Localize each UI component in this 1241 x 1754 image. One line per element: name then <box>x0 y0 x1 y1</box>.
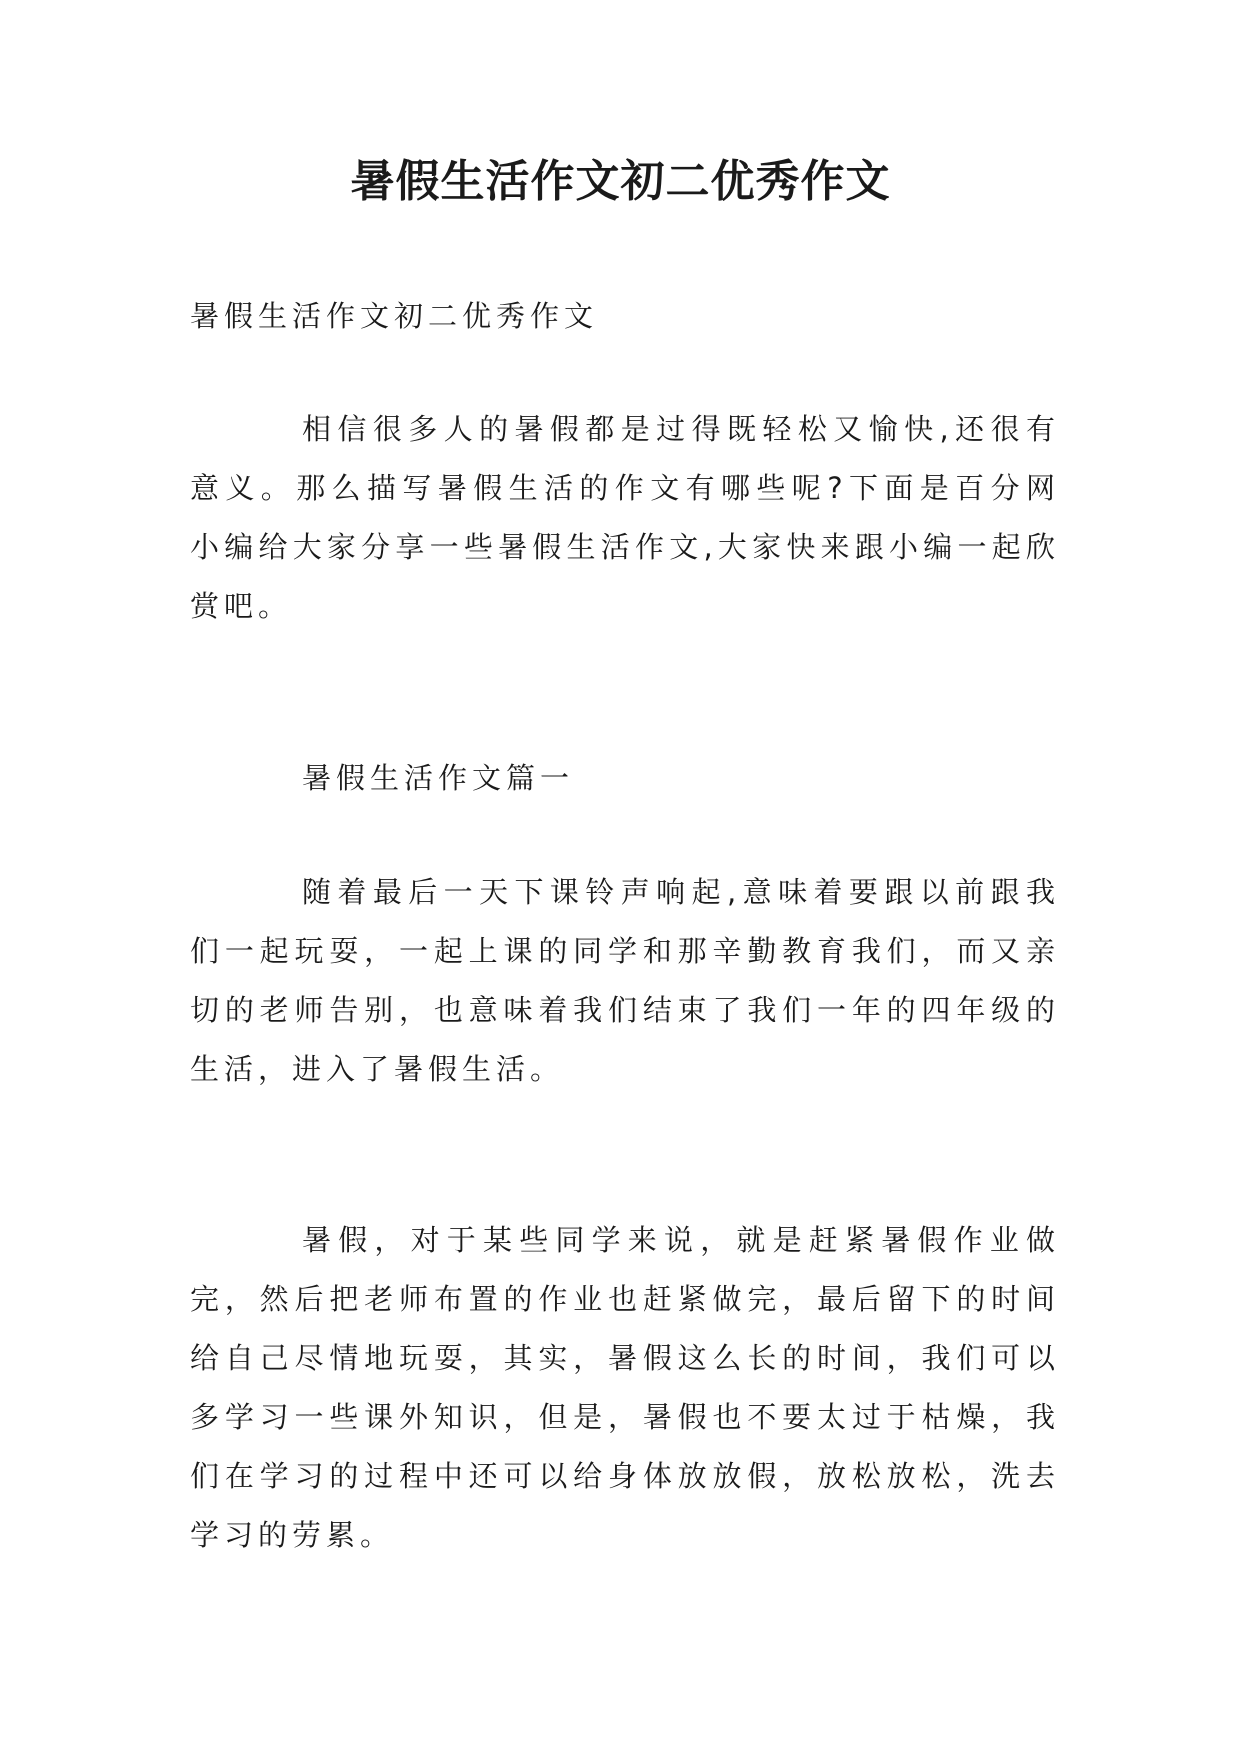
body-paragraph: 随着最后一天下课铃声响起,意味着要跟以前跟我们一起玩耍，一起上课的同学和那辛勤教育我们，而又亲切的老师告别，也意味着我们结束了我们一年的四年级的生活，进入了暑假生活。 <box>190 875 1060 1086</box>
document-title: 暑假生活作文初二优秀作文 <box>350 156 891 207</box>
section-heading: 暑假生活作文篇一 <box>302 761 575 795</box>
body-paragraph: 暑假，对于某些同学来说，就是赶紧暑假作业做完，然后把老师布置的作业也赶紧做完，最后留下的时间给自己尽情地玩耍，其实，暑假这么长的时间，我们可以多学习一些课外知识，但是，暑假也不要太过于枯燥，我们在学习的过程中还可以给身体放放假，放松放松，洗去学习的劳累。 <box>190 1223 1060 1552</box>
document-subtitle: 暑假生活作文初二优秀作文 <box>190 299 599 333</box>
intro-paragraph: 相信很多人的暑假都是过得既轻松又愉快,还很有意义。那么描写暑假生活的作文有哪些呢?下面是百分网小编给大家分享一些暑假生活作文,大家快来跟小编一起欣赏吧。 <box>190 412 1060 623</box>
